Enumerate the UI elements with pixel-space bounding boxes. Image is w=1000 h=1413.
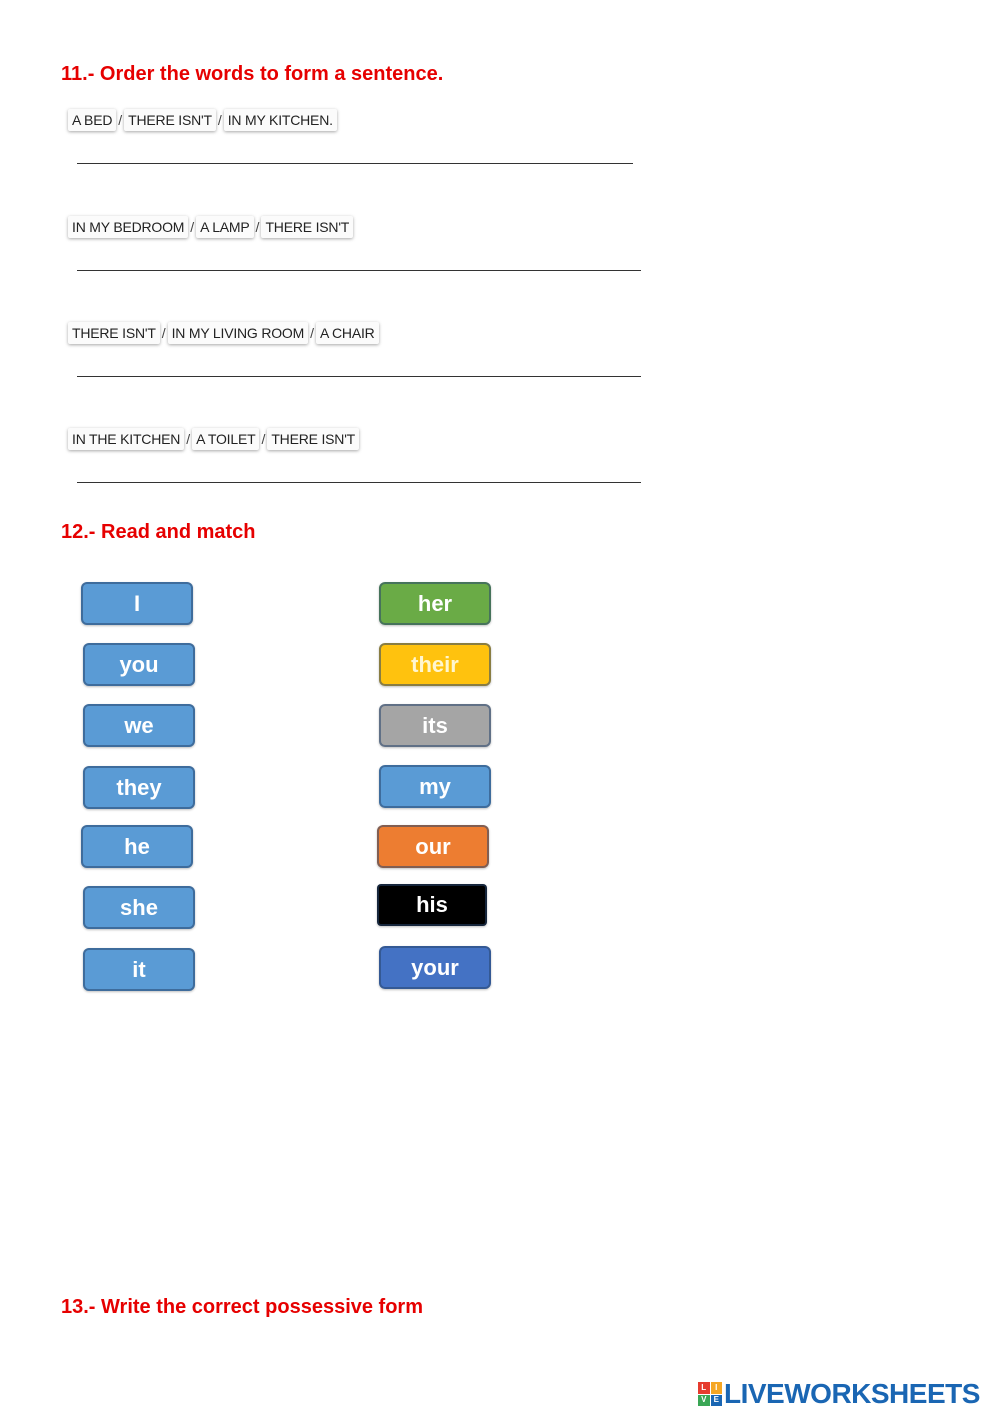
match-right-item[interactable] [377, 825, 489, 868]
slash-separator: / [186, 431, 191, 447]
match-left-item[interactable] [83, 948, 195, 991]
word-chip[interactable]: THERE ISN'T [68, 322, 160, 344]
answer-line-1[interactable] [77, 163, 633, 164]
word-chip[interactable]: IN MY KITCHEN. [224, 109, 337, 131]
logo-mark-icon [698, 1382, 722, 1406]
slash-separator: / [310, 325, 314, 341]
match-label: his [416, 892, 448, 917]
match-right-item[interactable] [379, 946, 491, 989]
answer-line-4[interactable] [77, 482, 641, 483]
word-chip[interactable]: A TOILET [192, 428, 259, 450]
match-label: I [133, 590, 141, 616]
slash-separator: / [255, 219, 260, 235]
scramble-item-1 [68, 108, 337, 132]
word-chip[interactable]: IN MY LIVING ROOM [168, 322, 308, 344]
match-label: their [411, 651, 459, 677]
match-right-item[interactable] [377, 884, 487, 926]
scramble-item-3 [68, 321, 379, 345]
slash-separator: / [118, 112, 123, 128]
match-label: her [417, 590, 453, 616]
match-label: you [119, 651, 159, 677]
logo-mark-letter: L [698, 1382, 710, 1394]
word-chip[interactable]: A BED [68, 109, 116, 131]
match-label: its [422, 712, 448, 738]
match-right-item[interactable] [379, 643, 491, 686]
exercise-11-title: 11.- Order the words to form a sentence. [61, 63, 444, 85]
match-left-item[interactable] [83, 643, 195, 686]
exercise-13-title: 13.- Write the correct possessive form [61, 1296, 423, 1318]
match-left-item[interactable] [83, 886, 195, 929]
word-chip[interactable]: A LAMP [196, 216, 253, 238]
match-label: she [120, 894, 158, 920]
match-left-item[interactable] [81, 582, 193, 625]
match-label: it [132, 956, 146, 982]
match-label: they [116, 774, 162, 800]
match-left-item[interactable] [83, 766, 195, 809]
logo-mark-letter: I [711, 1382, 723, 1394]
match-label: my [419, 773, 451, 799]
logo-text: LIVEWORKSHEETS [724, 1378, 980, 1409]
logo-mark-letter: E [711, 1395, 723, 1407]
word-chip[interactable]: THERE ISN'T [267, 428, 359, 450]
word-chip[interactable]: A CHAIR [316, 322, 379, 344]
answer-line-3[interactable] [77, 376, 641, 377]
slash-separator: / [217, 112, 222, 128]
word-chip[interactable]: THERE ISN'T [124, 109, 216, 131]
slash-separator: / [161, 325, 166, 341]
match-left-item[interactable] [81, 825, 193, 868]
slash-separator: / [190, 219, 195, 235]
logo-mark-letter: V [698, 1395, 710, 1407]
scramble-item-2 [68, 215, 353, 239]
exercise-12-title: 12.- Read and match [61, 521, 256, 543]
liveworksheets-logo [698, 1379, 980, 1409]
answer-line-2[interactable] [77, 270, 641, 271]
word-chip[interactable]: IN MY BEDROOM [68, 216, 188, 238]
match-label: he [124, 833, 150, 859]
match-right-item[interactable] [379, 765, 491, 808]
match-label: our [415, 833, 451, 859]
slash-separator: / [261, 431, 266, 447]
word-chip[interactable]: THERE ISN'T [261, 216, 353, 238]
match-right-item[interactable] [379, 582, 491, 625]
match-label: your [411, 954, 459, 980]
match-left-item[interactable] [83, 704, 195, 747]
match-right-item[interactable] [379, 704, 491, 747]
match-label: we [124, 712, 154, 738]
scramble-item-4 [68, 427, 359, 451]
word-chip[interactable]: IN THE KITCHEN [68, 428, 184, 450]
